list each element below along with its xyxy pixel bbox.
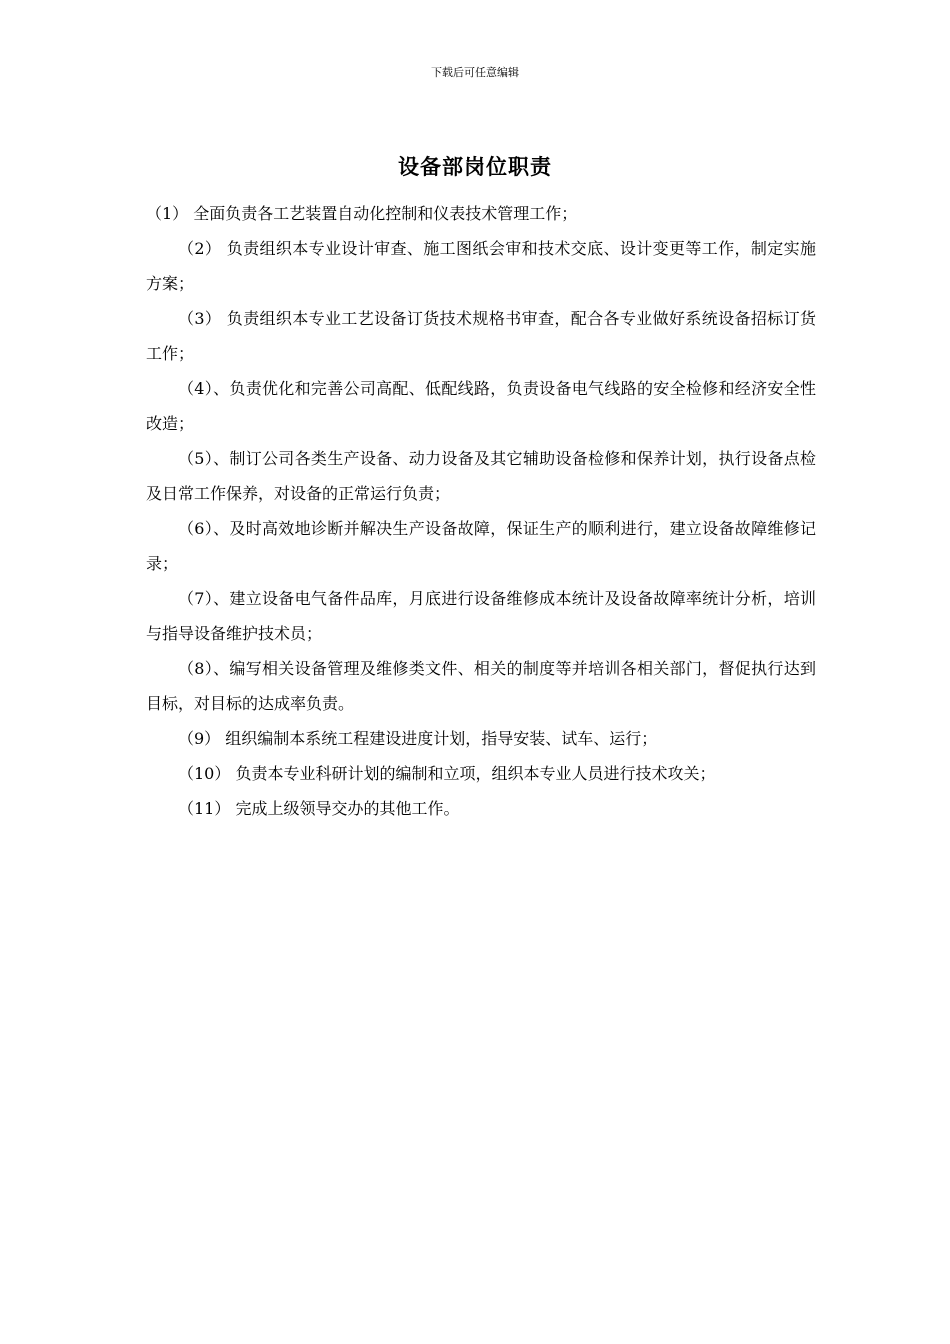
duty-item-8: （8）、编写相关设备管理及维修类文件、相关的制度等并培训各相关部门，督促执行达到目标，对目标的达成率负责。 [146, 659, 816, 713]
duty-item-9: （9） 组织编制本系统工程建设进度计划，指导安装、试车、运行； [178, 729, 658, 748]
duty-item-6: （6）、及时高效地诊断并解决生产设备故障，保证生产的顺利进行，建立设备故障维修记录； [146, 519, 816, 573]
duty-item-1: （1） 全面负责各工艺装置自动化控制和仪表技术管理工作； [146, 204, 578, 223]
duty-item-11: （11） 完成上级领导交办的其他工作。 [178, 799, 460, 818]
duty-item-7: （7）、建立设备电气备件品库，月底进行设备维修成本统计及设备故障率统计分析，培训与指导设备维护技术员； [146, 589, 816, 643]
duty-item-5: （5）、制订公司各类生产设备、动力设备及其它辅助设备检修和保养计划，执行设备点检及日常工作保养，对设备的正常运行负责； [146, 449, 816, 503]
duty-item-2: （2） 负责组织本专业设计审查、施工图纸会审和技术交底、设计变更等工作，制定实施方案； [146, 239, 816, 293]
header-note: 下载后可任意编辑 [431, 66, 519, 79]
duty-item-3: （3） 负责组织本专业工艺设备订货技术规格书审查，配合各专业做好系统设备招标订货工作； [146, 309, 816, 363]
duty-item-10: （10） 负责本专业科研计划的编制和立项，组织本专业人员进行技术攻关； [178, 764, 716, 783]
duty-item-4: （4）、负责优化和完善公司高配、低配线路，负责设备电气线路的安全检修和经济安全性改造； [146, 379, 816, 433]
page-title: 设备部岗位职责 [398, 154, 552, 179]
duties-list [146, 196, 816, 826]
